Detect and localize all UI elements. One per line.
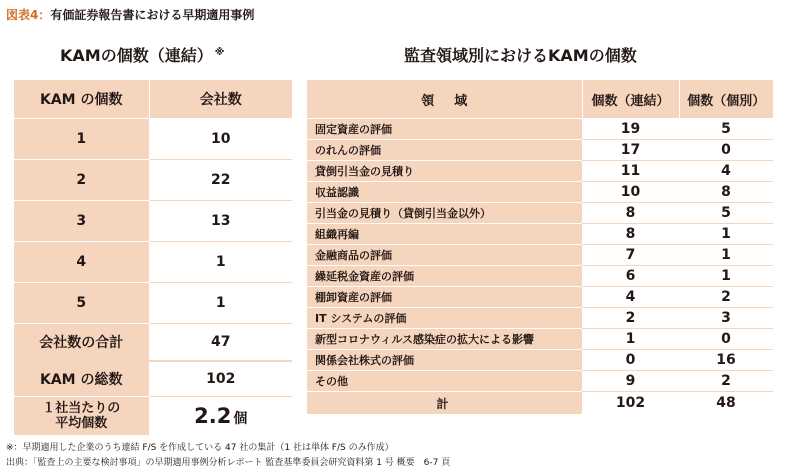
consolidated-cell: 7 [582, 245, 679, 266]
area-cell: 新型コロナウィルス感染症の拡大による影響 [307, 329, 582, 350]
table-row [307, 119, 773, 140]
table-row [307, 182, 773, 203]
table-row [307, 224, 773, 245]
kam-total-value: 102 [149, 361, 292, 397]
figure-number: 図表4 [6, 8, 39, 22]
left-section-title [60, 43, 224, 66]
area-cell: その他 [307, 371, 582, 392]
consolidated-cell: 11 [582, 161, 679, 182]
table-row [14, 201, 292, 242]
area-cell: 引当金の見積り（貸倒引当金以外） [307, 203, 582, 224]
kam-by-area-table [307, 80, 773, 414]
header-consolidated: 個数（連結） [582, 80, 679, 119]
kam-count-cell: 4 [14, 242, 149, 283]
header-kam-count: KAM の個数 [14, 80, 149, 119]
company-sum-label: 会社数の合計 [14, 324, 149, 362]
header-company-count: 会社数 [149, 80, 292, 119]
individual-cell: 1 [679, 266, 773, 287]
company-count-cell: 1 [149, 283, 292, 324]
average-label-line1: １社当たりの [42, 401, 121, 416]
average-value: 2.2 [194, 404, 232, 429]
individual-cell: 5 [679, 203, 773, 224]
area-cell: 組織再編 [307, 224, 582, 245]
kam-count-cell: 2 [14, 160, 149, 201]
table-row [14, 119, 292, 160]
area-cell: のれんの評価 [307, 140, 582, 161]
individual-cell: 2 [679, 287, 773, 308]
consolidated-cell: 4 [582, 287, 679, 308]
average-value-cell [149, 397, 292, 436]
individual-cell: 3 [679, 308, 773, 329]
figure-title-text: 有価証券報告書における早期適用事例 [50, 8, 255, 22]
area-cell: 繰延税金資産の評価 [307, 266, 582, 287]
individual-cell: 16 [679, 350, 773, 371]
area-cell: 金融商品の評価 [307, 245, 582, 266]
table-row [307, 371, 773, 392]
kam-count-cell: 3 [14, 201, 149, 242]
consolidated-cell: 6 [582, 266, 679, 287]
kam-count-table [14, 80, 292, 436]
total-label: 計 [307, 392, 582, 415]
individual-cell: 2 [679, 371, 773, 392]
consolidated-cell: 17 [582, 140, 679, 161]
area-cell: 収益認識 [307, 182, 582, 203]
kam-count-cell: 1 [14, 119, 149, 160]
area-cell: 貸倒引当金の見積り [307, 161, 582, 182]
left-title-text: KAMの個数（連結） [60, 46, 213, 65]
individual-cell: 1 [679, 224, 773, 245]
consolidated-cell: 8 [582, 224, 679, 245]
table-header-row [14, 80, 292, 119]
company-sum-row [14, 324, 292, 362]
table-row [307, 161, 773, 182]
header-area: 領域 [307, 80, 582, 119]
consolidated-cell: 1 [582, 329, 679, 350]
table-row [307, 308, 773, 329]
company-count-cell: 10 [149, 119, 292, 160]
individual-cell: 4 [679, 161, 773, 182]
total-individual: 48 [716, 395, 736, 411]
area-cell: IT システムの評価 [307, 308, 582, 329]
table-row [307, 245, 773, 266]
individual-cell: 5 [679, 119, 773, 140]
company-count-cell: 1 [149, 242, 292, 283]
consolidated-cell: 9 [582, 371, 679, 392]
table-row [307, 203, 773, 224]
kam-total-row [14, 361, 292, 397]
kam-count-cell: 5 [14, 283, 149, 324]
consolidated-cell: 0 [582, 350, 679, 371]
table-row [307, 350, 773, 371]
total-row [307, 392, 773, 415]
figure-separator: ： [38, 8, 51, 22]
footnote: ※：早期適用した企業のうち連結 F/S を作成している 47 社の集計（1 社は単体 F/S のみ作成） [6, 443, 394, 453]
individual-cell: 0 [679, 140, 773, 161]
area-cell: 関係会社株式の評価 [307, 350, 582, 371]
consolidated-cell: 19 [582, 119, 679, 140]
table-row [14, 283, 292, 324]
header-individual: 個数（個別） [679, 80, 773, 119]
individual-cell: 8 [679, 182, 773, 203]
average-label [14, 397, 149, 436]
total-consolidated: 102 [615, 395, 646, 411]
company-count-cell: 22 [149, 160, 292, 201]
individual-cell: 1 [679, 245, 773, 266]
company-count-cell: 13 [149, 201, 292, 242]
table-row [307, 329, 773, 350]
table-row [14, 242, 292, 283]
area-cell: 棚卸資産の評価 [307, 287, 582, 308]
table-row [14, 160, 292, 201]
individual-cell: 0 [679, 329, 773, 350]
table-header-row [307, 80, 773, 119]
right-section-title: 監査領域別におけるKAMの個数 [404, 46, 637, 65]
company-sum-value: 47 [149, 324, 292, 362]
kam-total-label: KAM の総数 [14, 361, 149, 397]
left-title-note-mark: ※ [214, 47, 225, 58]
table-row [307, 266, 773, 287]
source-note: 出典：「監査上の主要な検討事項」の早期適用事例分析レポート 監査基準委員会研究資料第 1 号 概要 6-7 頁 [6, 458, 451, 468]
figure-title [6, 6, 254, 23]
average-row [14, 397, 292, 436]
area-cell: 固定資産の評価 [307, 119, 582, 140]
average-unit: 個 [233, 411, 248, 428]
average-label-line2: 平均個数 [55, 416, 108, 431]
consolidated-cell: 10 [582, 182, 679, 203]
table-row [307, 140, 773, 161]
consolidated-cell: 2 [582, 308, 679, 329]
table-row [307, 287, 773, 308]
consolidated-cell: 8 [582, 203, 679, 224]
